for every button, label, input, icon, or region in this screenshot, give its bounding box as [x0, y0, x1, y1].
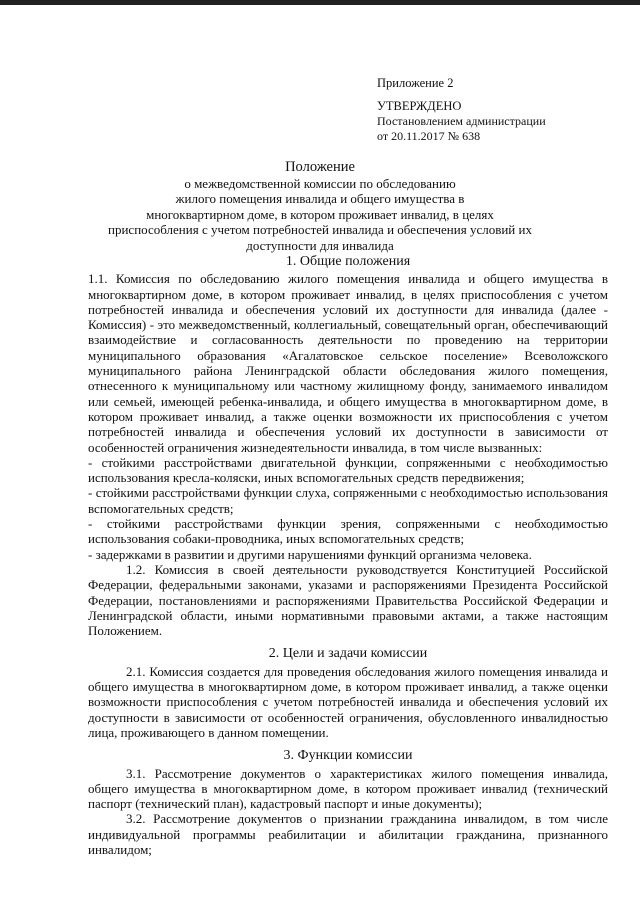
title-line: о межведомственной комиссии по обследованию [184, 175, 456, 191]
scan-top-edge [0, 0, 640, 5]
appendix-label: Приложение 2 [377, 76, 454, 90]
paragraph-3-2: 3.2. Рассмотрение документов о признании гражданина инвалидом, в том числе индивидуальной программы реабилитации и абилитации гражданина, признанного инвалидом; [88, 811, 608, 857]
paragraph-3-1: 3.1. Рассмотрение документов о характеристиках жилого помещения инвалида, общего имущества в многоквартирном доме, в котором проживает инвалид (технический паспорт (технический план), кадастровый паспорт и иные документы); [88, 765, 608, 812]
section-heading-3: 3. Функции комиссии [283, 748, 413, 764]
decree-line-2: от 20.11.2017 № 638 [377, 129, 481, 143]
approval-header [377, 76, 546, 144]
section-heading-1: 1. Общие положения [285, 254, 411, 269]
section-heading-2: 2. Цели и задачи комиссии [268, 646, 428, 662]
bullet-motor: - стойкими расстройствами двигательной функции, сопряженными с необходимостью использования кресла-коляски, иных вспомогательных средств передвижения; [88, 454, 608, 486]
bullet-vision: - стойкими расстройствами функции зрения, сопряженными с необходимостью использования собаки-проводника, иных вспомогательных средств; [88, 516, 608, 547]
title-line: доступности для инвалида [246, 237, 394, 253]
title-line: жилого помещения инвалида и общего имущества в [175, 191, 465, 206]
paragraph-1-2: 1.2. Комиссия в своей деятельности руководствуется Конституцией Российской Федерации, федеральными законами, указами и распоряжениями Президента Российской Федерации, постановлениями и распоряжениями Правительства Российской Федерации и Ленинградской области, иными нормативными правовыми актами, а также настоящим Положением. [88, 561, 608, 639]
paragraph-2-1: 2.1. Комиссия создается для проведения обследования жилого помещения инвалида и общего имущества в многоквартирном доме, в котором проживает инвалид, а также оценки возможности приспособления с учетом потребностей инвалида и обеспечения условий их доступности в зависимости от особенностей ограничения, обусловленного инвалидностью лица, проживающего в данном помещении. [88, 663, 608, 740]
document-body [88, 254, 608, 857]
title-line: многоквартирном доме, в котором проживает инвалид, в целях [146, 206, 494, 222]
title-word: Положение [285, 159, 355, 175]
bullet-development: - задержками в развитии и другими нарушениями функций организма человека. [88, 546, 532, 562]
document-title [60, 160, 580, 253]
paragraph-1-1: 1.1. Комиссия по обследованию жилого помещения инвалида и общего имущества в многоквартирном доме, в котором проживает инвалид, в целях приспособления с учетом потребностей инвалида и обеспечения условий их доступности для инвалида (далее - Комиссия) - это межведомственный, коллегиальный, совещательный орган, обеспечивающий взаимодействие и согласованность деятельности по проведению на территории муниципального образования «Агалатовское сельское поселение» Всеволожского муниципального района Ленинградской области обследования жилого помещения, отнесенного к муниципальному или частному жилищному фонду, занимаемого инвалидом или семьей, имеющей ребенка-инвалида, и общего имущества в многоквартирном доме, в котором проживает инвалид, а также оценки возможности их приспособления с учетом потребностей инвалида и обеспечения условий их доступности в зависимости от особенностей ограничения жизнедеятельности инвалида, в том числе вызванных: [88, 271, 608, 455]
title-line: приспособления с учетом потребностей инвалида и обеспечения условий их [108, 222, 532, 237]
approved-label: УТВЕРЖДЕНО [377, 99, 462, 113]
bullet-hearing: - стойкими расстройствами функции слуха, сопряженными с необходимостью использования вспомогательных средств; [88, 485, 608, 516]
decree-line-1: Постановлением администрации [377, 114, 546, 128]
